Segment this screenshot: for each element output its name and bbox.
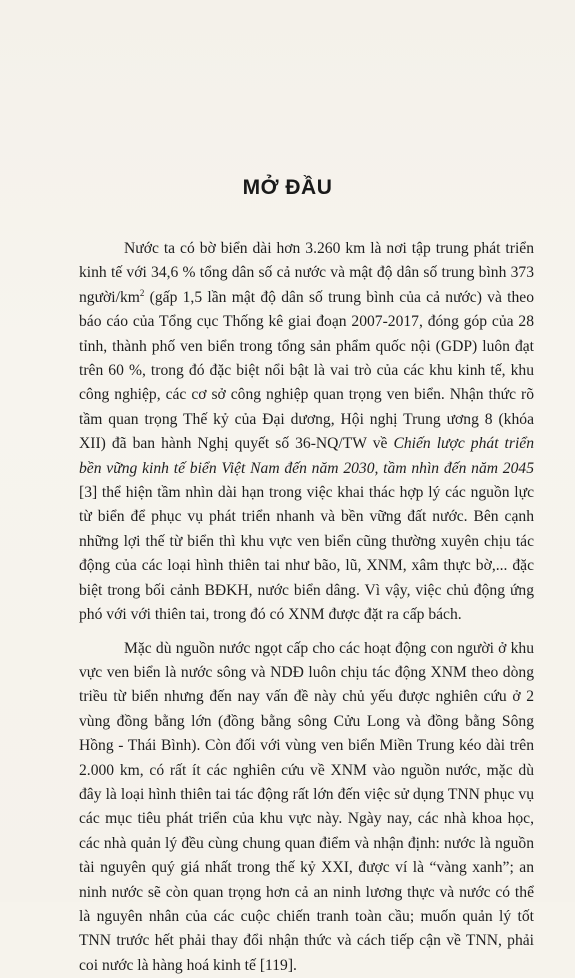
- chapter-title: MỞ ĐẦU: [0, 176, 575, 200]
- paragraph-1-part-a: Nước ta có bờ biển dài hơn 3.260 km là nơi tập trung phát triển kinh tế với 34,6 % tổng dân số cả nước và mật độ dân số trung bình 373 người/km: [79, 240, 534, 306]
- resolution-title: Chiến lược phát triển bền vững kinh tế biển Việt Nam đến năm 2030, tầm nhìn đến năm 2045: [79, 435, 534, 476]
- superscript-2: 2: [140, 288, 145, 298]
- body-text: [79, 237, 534, 978]
- paragraph-1-part-c: [3] thể hiện tầm nhìn dài hạn trong việc khai thác hợp lý các nguồn lực từ biển để phục vụ phát triển nhanh và bền vững đất nước. Bên cạnh những lợi thế từ biển thì khu vực ven biển cũng thường xuyên chịu tác động của các loại hình thiên tai như bão, lũ, XNM, xâm thực bờ,... đặc biệt trong bối cảnh BĐKH, nước biển dâng. Vì vậy, việc chủ động ứng phó với với thiên tai, trong đó có XNM được đặt ra cấp bách.: [79, 484, 534, 623]
- paragraph-1-part-b: (gấp 1,5 lần mật độ dân số trung bình của cả nước) và theo báo cáo của Tổng cục Thống kê giai đoạn 2007-2017, đóng góp của 28 tỉnh, thành phố ven biển trong tổng sản phẩm quốc nội (GDP) luôn đạt trên 60 %, trong đó đặc biệt nổi bật là vai trò của các khu kinh tế, khu công nghiệp, các cơ sở công nghiệp quan trọng ven biển. Nhận thức rõ tầm quan trọng Thế kỷ của Đại dương, Hội nghị Trung ương 8 (khóa XII) đã ban hành Nghị quyết số 36-NQ/TW về: [79, 289, 534, 452]
- paragraph-1: [79, 237, 534, 628]
- paragraph-2: Mặc dù nguồn nước ngọt cấp cho các hoạt động con người ở khu vực ven biển là nước sông và NDĐ luôn chịu tác động XNM theo dòng triều từ biển nhưng đến nay vấn đề này chủ yếu được nghiên cứu ở 2 vùng đồng bằng lớn (đồng bằng sông Cửu Long và đồng bằng Sông Hồng - Thái Bình). Còn đối với vùng ven biển Miền Trung kéo dài trên 2.000 km, có rất ít các nghiên cứu về XNM vào nguồn nước, mặc dù đây là loại hình thiên tai tác động rất lớn đến việc sử dụng TNN phục vụ các mục tiêu phát triển của khu vực này. Ngày nay, các nhà khoa học, các nhà quản lý đều cùng chung quan điểm và nhận định: nước là nguồn tài nguyên quý giá nhất trong thế kỷ XXI, được ví là “vàng xanh”; an ninh nước sẽ còn quan trọng hơn cả an ninh lương thực và nước có thể là nguyên nhân của các cuộc chiến tranh toàn cầu; muốn quản lý tốt TNN trước hết phải thay đổi nhận thức và cách tiếp cận về TNN, phải coi nước là hàng hoá kinh tế [119].: [79, 637, 534, 978]
